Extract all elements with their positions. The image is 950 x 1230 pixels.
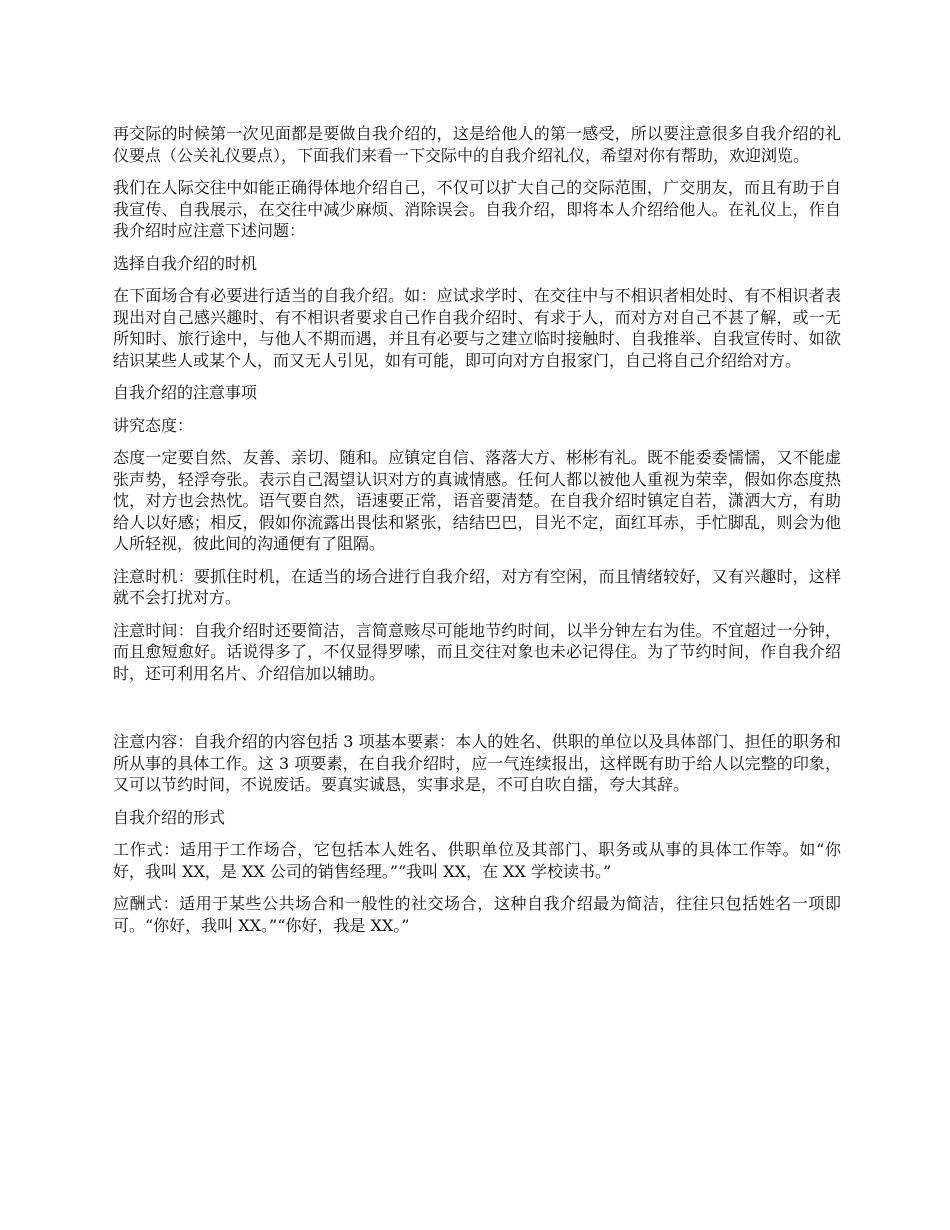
- intro-paragraph: 再交际的时候第一次见面都是要做自我介绍的，这是给他人的第一感受，所以要注意很多自我介绍的礼仪要点（公关礼仪要点），下面我们来看一下交际中的自我介绍礼仪，希望对你有帮助，欢迎浏览。: [113, 124, 841, 165]
- attitude-paragraph: 态度一定要自然、友善、亲切、随和。应镇定自信、落落大方、彬彬有礼。既不能委委懦懦，又不能虚张声势，轻浮夸张。表示自己渴望认识对方的真诚情感。任何人都以被他人重视为荣幸，假如你态度热忱，对方也会热忱。语气要自然，语速要正常，语音要清楚。在自我介绍时镇定自若，潇洒大方，有助给人以好感；相反，假如你流露出畏怯和紧张，结结巴巴，目光不定，面红耳赤，手忙脚乱，则会为他人所轻视，彼此间的沟通便有了阻隔。: [113, 448, 841, 553]
- blank-gap: [113, 695, 841, 731]
- context-paragraph: 我们在人际交往中如能正确得体地介绍自己，不仅可以扩大自己的交际范围，广交朋友，而且有助于自我宣传、自我展示，在交往中减少麻烦、消除误会。自我介绍，即将本人介绍给他人。在礼仪上，作自我介绍时应注意下述问题：: [113, 178, 841, 240]
- social-form-paragraph: 应酬式：适用于某些公共场合和一般性的社交场合，这种自我介绍最为简洁，往往只包括姓名一项即可。“你好，我叫 XX。”“你好，我是 XX。”: [113, 894, 841, 935]
- duration-paragraph: 注意时间：自我介绍时还要简洁，言简意赅尽可能地节约时间，以半分钟左右为佳。不宜超过一分钟，而且愈短愈好。话说得多了，不仅显得罗嗦，而且交往对象也未必记得住。为了节约时间，作自我介绍时，还可利用名片、介绍信加以辅助。: [113, 620, 841, 683]
- content-paragraph: 注意内容：自我介绍的内容包括 3 项基本要素：本人的姓名、供职的单位以及具体部门、担任的职务和所从事的具体工作。这 3 项要素，在自我介绍时，应一气连续报出，这样既有助于给人以完整的印象，又可以节约时间，不说废话。要真实诚恳，实事求是，不可自吹自擂，夸大其辞。: [113, 732, 841, 794]
- section-heading-timing: 选择自我介绍的时机: [113, 253, 258, 273]
- timing-paragraph: 在下面场合有必要进行适当的自我介绍。如：应试求学时、在交往中与不相识者相处时、有不相识者表现出对自己感兴趣时、有不相识者要求自己作自我介绍时、有求于人，而对方对自己不甚了解，或一无所知时、旅行途中，与他人不期而遇，并且有必要与之建立临时接触时、自我推举、自我宣传时、如欲结识某些人或某个人，而又无人引见，如有可能，即可向对方自报家门，自己将自己介绍给对方。: [113, 286, 841, 370]
- document-page: [113, 123, 841, 947]
- section-heading-notes: 自我介绍的注意事项: [113, 383, 258, 402]
- work-form-paragraph: 工作式：适用于工作场合，它包括本人姓名、供职单位及其部门、职务或从事的具体工作等。如“你好，我叫 XX，是 XX 公司的销售经理。”“我叫 XX，在 XX 学校读书。”: [113, 840, 841, 881]
- section-heading-forms: 自我介绍的形式: [113, 807, 226, 827]
- subheading-attitude: 讲究态度：: [113, 415, 194, 435]
- occasion-paragraph: 注意时机：要抓住时机，在适当的场合进行自我介绍，对方有空闲，而且情绪较好，又有兴趣时，这样就不会打扰对方。: [113, 566, 841, 607]
